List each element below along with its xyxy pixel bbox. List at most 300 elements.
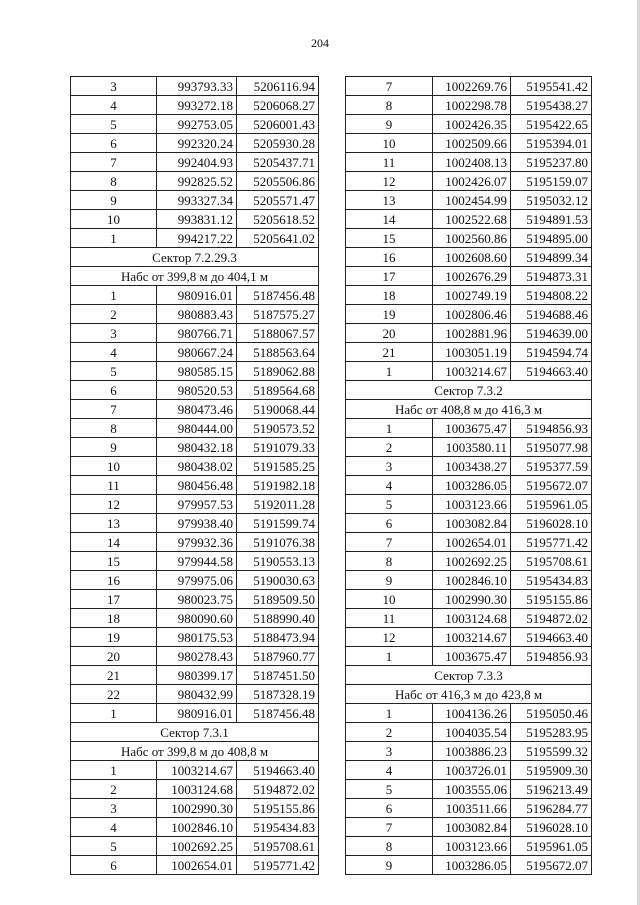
table-row: [346, 305, 592, 324]
y-coordinate: 5188990.40: [237, 609, 319, 628]
x-coordinate: 1002560.86: [433, 229, 511, 248]
y-coordinate: 5195771.42: [237, 856, 319, 875]
point-number: 1: [71, 286, 157, 305]
point-number: 19: [71, 628, 157, 647]
point-number: 5: [346, 780, 433, 799]
x-coordinate: 980444.00: [157, 419, 237, 438]
y-coordinate: 5189509.50: [237, 590, 319, 609]
table-row: [71, 571, 319, 590]
y-coordinate: 5190573.52: [237, 419, 319, 438]
y-coordinate: 5190553.13: [237, 552, 319, 571]
table-row: [71, 476, 319, 495]
point-number: 4: [346, 761, 433, 780]
x-coordinate: 980520.53: [157, 381, 237, 400]
point-number: 8: [71, 419, 157, 438]
table-row: [346, 818, 592, 837]
section-title: Набс от 416,3 м до 423,8 м: [346, 685, 592, 704]
point-number: 19: [346, 305, 433, 324]
y-coordinate: 5195708.61: [237, 837, 319, 856]
point-number: 17: [71, 590, 157, 609]
table-row: [346, 609, 592, 628]
y-coordinate: 5205618.52: [237, 210, 319, 229]
point-number: 9: [346, 115, 433, 134]
table-row: [71, 324, 319, 343]
point-number: 16: [346, 248, 433, 267]
table-row: [71, 780, 319, 799]
table-row: [71, 495, 319, 514]
y-coordinate: 5196284.77: [511, 799, 592, 818]
y-coordinate: 5194663.40: [511, 628, 592, 647]
x-coordinate: 980023.75: [157, 590, 237, 609]
table-row: [346, 799, 592, 818]
point-number: 6: [346, 514, 433, 533]
x-coordinate: 1002676.29: [433, 267, 511, 286]
y-coordinate: 5195155.86: [511, 590, 592, 609]
x-coordinate: 980667.24: [157, 343, 237, 362]
x-coordinate: 1002692.25: [157, 837, 237, 856]
section-title-row: [71, 248, 319, 267]
x-coordinate: 1004136.26: [433, 704, 511, 723]
table-row: [346, 514, 592, 533]
point-number: 8: [346, 552, 433, 571]
x-coordinate: 1002990.30: [157, 799, 237, 818]
point-number: 7: [71, 153, 157, 172]
point-number: 9: [346, 571, 433, 590]
table-row: [71, 172, 319, 191]
point-number: 10: [346, 590, 433, 609]
x-coordinate: 1002298.78: [433, 96, 511, 115]
table-row: [71, 514, 319, 533]
x-coordinate: 1002408.13: [433, 153, 511, 172]
point-number: 3: [71, 324, 157, 343]
point-number: 11: [71, 476, 157, 495]
point-number: 9: [71, 438, 157, 457]
y-coordinate: 5195032.12: [511, 191, 592, 210]
x-coordinate: 1003124.68: [433, 609, 511, 628]
point-number: 20: [71, 647, 157, 666]
y-coordinate: 5187328.19: [237, 685, 319, 704]
y-coordinate: 5206116.94: [237, 77, 319, 96]
table-row: [71, 286, 319, 305]
x-coordinate: 980456.48: [157, 476, 237, 495]
point-number: 7: [71, 400, 157, 419]
y-coordinate: 5195050.46: [511, 704, 592, 723]
table-row: [71, 666, 319, 685]
table-row: [71, 552, 319, 571]
table-row: [346, 704, 592, 723]
x-coordinate: 992404.93: [157, 153, 237, 172]
y-coordinate: 5194594.74: [511, 343, 592, 362]
x-coordinate: 1002881.96: [433, 324, 511, 343]
x-coordinate: 1003438.27: [433, 457, 511, 476]
x-coordinate: 993831.12: [157, 210, 237, 229]
y-coordinate: 5205437.71: [237, 153, 319, 172]
x-coordinate: 1002426.07: [433, 172, 511, 191]
table-row: [71, 362, 319, 381]
point-number: 7: [346, 818, 433, 837]
x-coordinate: 1002692.25: [433, 552, 511, 571]
x-coordinate: 1003580.11: [433, 438, 511, 457]
point-number: 1: [346, 704, 433, 723]
point-number: 15: [346, 229, 433, 248]
y-coordinate: 5194856.93: [511, 647, 592, 666]
x-coordinate: 1002269.76: [433, 77, 511, 96]
point-number: 5: [71, 115, 157, 134]
point-number: 1: [71, 761, 157, 780]
y-coordinate: 5195438.27: [511, 96, 592, 115]
x-coordinate: 979975.06: [157, 571, 237, 590]
x-coordinate: 1004035.54: [433, 723, 511, 742]
x-coordinate: 1003082.84: [433, 818, 511, 837]
table-row: [71, 77, 319, 96]
y-coordinate: 5191076.38: [237, 533, 319, 552]
table-row: [346, 552, 592, 571]
y-coordinate: 5195672.07: [511, 476, 592, 495]
point-number: 22: [71, 685, 157, 704]
point-number: 2: [71, 780, 157, 799]
table-row: [346, 476, 592, 495]
table-row: [71, 856, 319, 875]
table-row: [71, 381, 319, 400]
table-row: [71, 628, 319, 647]
y-coordinate: 5196213.49: [511, 780, 592, 799]
point-number: 6: [346, 799, 433, 818]
point-number: 11: [346, 609, 433, 628]
section-title-row: [346, 666, 592, 685]
x-coordinate: 1002806.46: [433, 305, 511, 324]
point-number: 12: [346, 172, 433, 191]
point-number: 10: [71, 457, 157, 476]
y-coordinate: 5195422.65: [511, 115, 592, 134]
table-row: [346, 191, 592, 210]
x-coordinate: 1002509.66: [433, 134, 511, 153]
table-row: [346, 324, 592, 343]
point-number: 8: [71, 172, 157, 191]
table-row: [346, 571, 592, 590]
point-number: 2: [346, 723, 433, 742]
y-coordinate: 5194663.40: [237, 761, 319, 780]
x-coordinate: 1003051.19: [433, 343, 511, 362]
point-number: 1: [71, 229, 157, 248]
section-title: Набс от 399,8 м до 408,8 м: [71, 742, 319, 761]
table-row: [71, 400, 319, 419]
point-number: 4: [71, 818, 157, 837]
table-row: [71, 761, 319, 780]
section-title: Сектор 7.3.2: [346, 381, 592, 400]
point-number: 18: [71, 609, 157, 628]
x-coordinate: 980473.46: [157, 400, 237, 419]
x-coordinate: 1002654.01: [433, 533, 511, 552]
y-coordinate: 5194872.02: [511, 609, 592, 628]
x-coordinate: 993272.18: [157, 96, 237, 115]
table-row: [346, 248, 592, 267]
x-coordinate: 1002426.35: [433, 115, 511, 134]
point-number: 8: [346, 96, 433, 115]
y-coordinate: 5205506.86: [237, 172, 319, 191]
x-coordinate: 980090.60: [157, 609, 237, 628]
table-row: [71, 191, 319, 210]
point-number: 2: [346, 438, 433, 457]
y-coordinate: 5206001.43: [237, 115, 319, 134]
y-coordinate: 5194856.93: [511, 419, 592, 438]
table-row: [346, 210, 592, 229]
table-row: [71, 685, 319, 704]
y-coordinate: 5187575.27: [237, 305, 319, 324]
table-row: [346, 533, 592, 552]
y-coordinate: 5195708.61: [511, 552, 592, 571]
y-coordinate: 5191585.25: [237, 457, 319, 476]
y-coordinate: 5196028.10: [511, 514, 592, 533]
table-row: [71, 210, 319, 229]
point-number: 3: [71, 77, 157, 96]
table-row: [71, 438, 319, 457]
x-coordinate: 1002454.99: [433, 191, 511, 210]
x-coordinate: 1002749.19: [433, 286, 511, 305]
point-number: 1: [346, 419, 433, 438]
x-coordinate: 1003511.66: [433, 799, 511, 818]
table-row: [346, 742, 592, 761]
table-row: [346, 438, 592, 457]
point-number: 15: [71, 552, 157, 571]
y-coordinate: 5187456.48: [237, 286, 319, 305]
y-coordinate: 5195394.01: [511, 134, 592, 153]
x-coordinate: 980438.02: [157, 457, 237, 476]
point-number: 4: [71, 343, 157, 362]
table-row: [71, 134, 319, 153]
x-coordinate: 980766.71: [157, 324, 237, 343]
y-coordinate: 5205571.47: [237, 191, 319, 210]
y-coordinate: 5195909.30: [511, 761, 592, 780]
table-row: [71, 457, 319, 476]
table-row: [71, 799, 319, 818]
table-row: [346, 780, 592, 799]
y-coordinate: 5205641.02: [237, 229, 319, 248]
y-coordinate: 5195961.05: [511, 837, 592, 856]
table-row: [71, 115, 319, 134]
point-number: 7: [346, 533, 433, 552]
y-coordinate: 5191599.74: [237, 514, 319, 533]
point-number: 5: [71, 837, 157, 856]
point-number: 11: [346, 153, 433, 172]
y-coordinate: 5188473.94: [237, 628, 319, 647]
point-number: 13: [346, 191, 433, 210]
point-number: 9: [71, 191, 157, 210]
point-number: 1: [71, 704, 157, 723]
x-coordinate: 979944.58: [157, 552, 237, 571]
table-row: [346, 115, 592, 134]
y-coordinate: 5195434.83: [511, 571, 592, 590]
point-number: 3: [346, 742, 433, 761]
point-number: 9: [346, 856, 433, 875]
x-coordinate: 980916.01: [157, 286, 237, 305]
section-title-row: [71, 723, 319, 742]
table-row: [346, 96, 592, 115]
table-row: [346, 77, 592, 96]
table-row: [346, 761, 592, 780]
point-number: 16: [71, 571, 157, 590]
x-coordinate: 992825.52: [157, 172, 237, 191]
point-number: 1: [346, 647, 433, 666]
point-number: 8: [346, 837, 433, 856]
y-coordinate: 5194663.40: [511, 362, 592, 381]
y-coordinate: 5190068.44: [237, 400, 319, 419]
x-coordinate: 1002846.10: [157, 818, 237, 837]
point-number: 4: [346, 476, 433, 495]
point-number: 12: [71, 495, 157, 514]
table-row: [71, 305, 319, 324]
x-coordinate: 979932.36: [157, 533, 237, 552]
x-coordinate: 1002608.60: [433, 248, 511, 267]
x-coordinate: 1003214.67: [433, 362, 511, 381]
table-row: [71, 590, 319, 609]
y-coordinate: 5206068.27: [237, 96, 319, 115]
section-title-row: [71, 267, 319, 286]
y-coordinate: 5187456.48: [237, 704, 319, 723]
x-coordinate: 1002990.30: [433, 590, 511, 609]
table-row: [346, 172, 592, 191]
coordinates-table-right: [345, 76, 592, 875]
point-number: 2: [71, 305, 157, 324]
y-coordinate: 5187960.77: [237, 647, 319, 666]
point-number: 3: [71, 799, 157, 818]
y-coordinate: 5187451.50: [237, 666, 319, 685]
point-number: 18: [346, 286, 433, 305]
table-row: [346, 229, 592, 248]
table-row: [346, 590, 592, 609]
y-coordinate: 5195434.83: [237, 818, 319, 837]
table-row: [71, 419, 319, 438]
x-coordinate: 994217.22: [157, 229, 237, 248]
table-row: [71, 533, 319, 552]
x-coordinate: 1003214.67: [157, 761, 237, 780]
x-coordinate: 1003286.05: [433, 476, 511, 495]
table-row: [71, 837, 319, 856]
x-coordinate: 1003082.84: [433, 514, 511, 533]
coordinates-table-left: [70, 76, 319, 875]
table-row: [346, 647, 592, 666]
y-coordinate: 5195377.59: [511, 457, 592, 476]
table-row: [346, 286, 592, 305]
table-row: [346, 495, 592, 514]
point-number: 7: [346, 77, 433, 96]
point-number: 14: [346, 210, 433, 229]
section-title: Сектор 7.2.29.3: [71, 248, 319, 267]
point-number: 17: [346, 267, 433, 286]
y-coordinate: 5189062.88: [237, 362, 319, 381]
x-coordinate: 980175.53: [157, 628, 237, 647]
x-coordinate: 1003286.05: [433, 856, 511, 875]
y-coordinate: 5194873.31: [511, 267, 592, 286]
x-coordinate: 1003214.67: [433, 628, 511, 647]
x-coordinate: 979957.53: [157, 495, 237, 514]
point-number: 20: [346, 324, 433, 343]
x-coordinate: 1003123.66: [433, 837, 511, 856]
table-row: [346, 419, 592, 438]
y-coordinate: 5194808.22: [511, 286, 592, 305]
point-number: 10: [346, 134, 433, 153]
y-coordinate: 5195771.42: [511, 533, 592, 552]
point-number: 14: [71, 533, 157, 552]
y-coordinate: 5189564.68: [237, 381, 319, 400]
table-row: [346, 837, 592, 856]
table-row: [346, 153, 592, 172]
y-coordinate: 5188067.57: [237, 324, 319, 343]
x-coordinate: 979938.40: [157, 514, 237, 533]
point-number: 3: [346, 457, 433, 476]
x-coordinate: 1003675.47: [433, 647, 511, 666]
table-row: [346, 134, 592, 153]
page-number: 204: [311, 36, 329, 50]
x-coordinate: 1002654.01: [157, 856, 237, 875]
point-number: 10: [71, 210, 157, 229]
x-coordinate: 1003123.66: [433, 495, 511, 514]
y-coordinate: 5194895.00: [511, 229, 592, 248]
x-coordinate: 993793.33: [157, 77, 237, 96]
y-coordinate: 5195672.07: [511, 856, 592, 875]
table-row: [71, 818, 319, 837]
section-title: Набс от 408,8 м до 416,3 м: [346, 400, 592, 419]
y-coordinate: 5196028.10: [511, 818, 592, 837]
y-coordinate: 5192011.28: [237, 495, 319, 514]
table-row: [71, 609, 319, 628]
table-row: [346, 267, 592, 286]
y-coordinate: 5195283.95: [511, 723, 592, 742]
y-coordinate: 5195961.05: [511, 495, 592, 514]
x-coordinate: 992753.05: [157, 115, 237, 134]
table-row: [346, 723, 592, 742]
x-coordinate: 980399.17: [157, 666, 237, 685]
x-coordinate: 1003886.23: [433, 742, 511, 761]
x-coordinate: 980883.43: [157, 305, 237, 324]
y-coordinate: 5195155.86: [237, 799, 319, 818]
y-coordinate: 5194639.00: [511, 324, 592, 343]
table-row: [71, 229, 319, 248]
table-row: [71, 647, 319, 666]
table-row: [71, 704, 319, 723]
y-coordinate: 5188563.64: [237, 343, 319, 362]
x-coordinate: 980432.99: [157, 685, 237, 704]
point-number: 5: [71, 362, 157, 381]
y-coordinate: 5191982.18: [237, 476, 319, 495]
point-number: 21: [71, 666, 157, 685]
x-coordinate: 992320.24: [157, 134, 237, 153]
y-coordinate: 5195077.98: [511, 438, 592, 457]
section-title-row: [71, 742, 319, 761]
point-number: 1: [346, 362, 433, 381]
point-number: 6: [71, 134, 157, 153]
y-coordinate: 5194899.34: [511, 248, 592, 267]
point-number: 5: [346, 495, 433, 514]
table-row: [346, 856, 592, 875]
y-coordinate: 5194872.02: [237, 780, 319, 799]
section-title-row: [346, 685, 592, 704]
x-coordinate: 980278.43: [157, 647, 237, 666]
x-coordinate: 980585.15: [157, 362, 237, 381]
point-number: 6: [71, 381, 157, 400]
table-row: [71, 153, 319, 172]
y-coordinate: 5195541.42: [511, 77, 592, 96]
table-row: [346, 343, 592, 362]
section-title-row: [346, 381, 592, 400]
point-number: 4: [71, 96, 157, 115]
section-title: Сектор 7.3.3: [346, 666, 592, 685]
table-row: [71, 343, 319, 362]
section-title: Сектор 7.3.1: [71, 723, 319, 742]
point-number: 13: [71, 514, 157, 533]
x-coordinate: 1003726.01: [433, 761, 511, 780]
y-coordinate: 5194688.46: [511, 305, 592, 324]
x-coordinate: 993327.34: [157, 191, 237, 210]
